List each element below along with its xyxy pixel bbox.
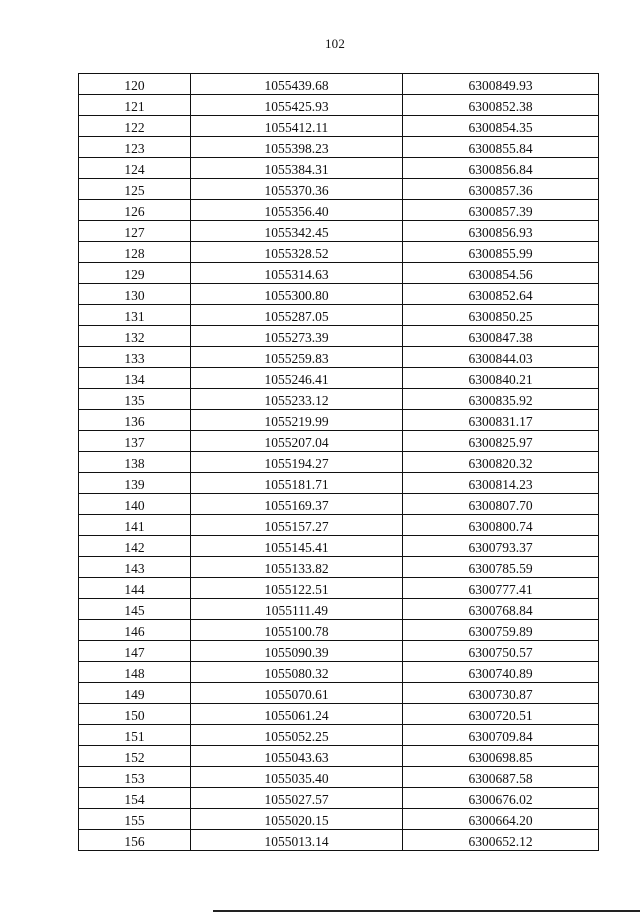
table-row xyxy=(79,305,599,326)
row-number-cell: 128 xyxy=(79,242,191,263)
row-number-cell: 147 xyxy=(79,641,191,662)
table-row xyxy=(79,158,599,179)
table-row xyxy=(79,389,599,410)
row-number-cell: 133 xyxy=(79,347,191,368)
table-row xyxy=(79,473,599,494)
y-coordinate-cell: 6300857.36 xyxy=(403,179,599,200)
table-row xyxy=(79,347,599,368)
scan-edge-line xyxy=(213,910,640,912)
page-number: 102 xyxy=(324,36,346,51)
x-coordinate-cell: 1055027.57 xyxy=(191,788,403,809)
y-coordinate-cell: 6300814.23 xyxy=(403,473,599,494)
y-coordinate-cell: 6300852.38 xyxy=(403,95,599,116)
y-coordinate-cell: 6300730.87 xyxy=(403,683,599,704)
row-number-cell: 146 xyxy=(79,620,191,641)
y-coordinate-cell: 6300850.25 xyxy=(403,305,599,326)
y-coordinate-cell: 6300825.97 xyxy=(403,431,599,452)
table-row xyxy=(79,95,599,116)
y-coordinate-cell: 6300855.99 xyxy=(403,242,599,263)
x-coordinate-cell: 1055035.40 xyxy=(191,767,403,788)
y-coordinate-cell: 6300664.20 xyxy=(403,809,599,830)
table-row xyxy=(79,263,599,284)
table-row xyxy=(79,494,599,515)
y-coordinate-cell: 6300768.84 xyxy=(403,599,599,620)
y-coordinate-cell: 6300854.35 xyxy=(403,116,599,137)
x-coordinate-cell: 1055070.61 xyxy=(191,683,403,704)
y-coordinate-cell: 6300854.56 xyxy=(403,263,599,284)
row-number-cell: 154 xyxy=(79,788,191,809)
row-number-cell: 125 xyxy=(79,179,191,200)
table-row xyxy=(79,116,599,137)
y-coordinate-cell: 6300840.21 xyxy=(403,368,599,389)
table-row xyxy=(79,746,599,767)
x-coordinate-cell: 1055233.12 xyxy=(191,389,403,410)
x-coordinate-cell: 1055219.99 xyxy=(191,410,403,431)
table-row xyxy=(79,662,599,683)
row-number-cell: 131 xyxy=(79,305,191,326)
y-coordinate-cell: 6300793.37 xyxy=(403,536,599,557)
x-coordinate-cell: 1055133.82 xyxy=(191,557,403,578)
row-number-cell: 121 xyxy=(79,95,191,116)
table-row xyxy=(79,767,599,788)
table-row xyxy=(79,200,599,221)
row-number-cell: 151 xyxy=(79,725,191,746)
row-number-cell: 150 xyxy=(79,704,191,725)
y-coordinate-cell: 6300844.03 xyxy=(403,347,599,368)
x-coordinate-cell: 1055328.52 xyxy=(191,242,403,263)
y-coordinate-cell: 6300855.84 xyxy=(403,137,599,158)
table-row xyxy=(79,704,599,725)
x-coordinate-cell: 1055314.63 xyxy=(191,263,403,284)
y-coordinate-cell: 6300698.85 xyxy=(403,746,599,767)
y-coordinate-cell: 6300687.58 xyxy=(403,767,599,788)
y-coordinate-cell: 6300785.59 xyxy=(403,557,599,578)
y-coordinate-cell: 6300831.17 xyxy=(403,410,599,431)
x-coordinate-cell: 1055122.51 xyxy=(191,578,403,599)
row-number-cell: 143 xyxy=(79,557,191,578)
x-coordinate-cell: 1055207.04 xyxy=(191,431,403,452)
table-row xyxy=(79,620,599,641)
x-coordinate-cell: 1055080.32 xyxy=(191,662,403,683)
table-row xyxy=(79,452,599,473)
row-number-cell: 148 xyxy=(79,662,191,683)
y-coordinate-cell: 6300777.41 xyxy=(403,578,599,599)
row-number-cell: 142 xyxy=(79,536,191,557)
table-row xyxy=(79,683,599,704)
x-coordinate-cell: 1055439.68 xyxy=(191,74,403,95)
table-row xyxy=(79,242,599,263)
row-number-cell: 120 xyxy=(79,74,191,95)
row-number-cell: 156 xyxy=(79,830,191,851)
row-number-cell: 141 xyxy=(79,515,191,536)
x-coordinate-cell: 1055169.37 xyxy=(191,494,403,515)
coordinates-table xyxy=(78,73,599,851)
table-row xyxy=(79,809,599,830)
x-coordinate-cell: 1055181.71 xyxy=(191,473,403,494)
row-number-cell: 132 xyxy=(79,326,191,347)
x-coordinate-cell: 1055384.31 xyxy=(191,158,403,179)
row-number-cell: 138 xyxy=(79,452,191,473)
coordinates-table-body xyxy=(79,74,599,851)
y-coordinate-cell: 6300709.84 xyxy=(403,725,599,746)
x-coordinate-cell: 1055259.83 xyxy=(191,347,403,368)
table-row xyxy=(79,74,599,95)
x-coordinate-cell: 1055090.39 xyxy=(191,641,403,662)
y-coordinate-cell: 6300847.38 xyxy=(403,326,599,347)
table-row xyxy=(79,179,599,200)
row-number-cell: 153 xyxy=(79,767,191,788)
row-number-cell: 149 xyxy=(79,683,191,704)
y-coordinate-cell: 6300652.12 xyxy=(403,830,599,851)
y-coordinate-cell: 6300849.93 xyxy=(403,74,599,95)
y-coordinate-cell: 6300835.92 xyxy=(403,389,599,410)
table-row xyxy=(79,368,599,389)
row-number-cell: 130 xyxy=(79,284,191,305)
x-coordinate-cell: 1055300.80 xyxy=(191,284,403,305)
x-coordinate-cell: 1055246.41 xyxy=(191,368,403,389)
row-number-cell: 134 xyxy=(79,368,191,389)
row-number-cell: 127 xyxy=(79,221,191,242)
y-coordinate-cell: 6300720.51 xyxy=(403,704,599,725)
x-coordinate-cell: 1055157.27 xyxy=(191,515,403,536)
row-number-cell: 144 xyxy=(79,578,191,599)
row-number-cell: 145 xyxy=(79,599,191,620)
x-coordinate-cell: 1055398.23 xyxy=(191,137,403,158)
table-row xyxy=(79,284,599,305)
y-coordinate-cell: 6300740.89 xyxy=(403,662,599,683)
y-coordinate-cell: 6300800.74 xyxy=(403,515,599,536)
y-coordinate-cell: 6300852.64 xyxy=(403,284,599,305)
x-coordinate-cell: 1055425.93 xyxy=(191,95,403,116)
x-coordinate-cell: 1055412.11 xyxy=(191,116,403,137)
x-coordinate-cell: 1055370.36 xyxy=(191,179,403,200)
row-number-cell: 135 xyxy=(79,389,191,410)
table-row xyxy=(79,536,599,557)
row-number-cell: 137 xyxy=(79,431,191,452)
row-number-cell: 155 xyxy=(79,809,191,830)
y-coordinate-cell: 6300856.93 xyxy=(403,221,599,242)
table-row xyxy=(79,431,599,452)
row-number-cell: 136 xyxy=(79,410,191,431)
table-row xyxy=(79,641,599,662)
table-row xyxy=(79,326,599,347)
y-coordinate-cell: 6300750.57 xyxy=(403,641,599,662)
row-number-cell: 140 xyxy=(79,494,191,515)
x-coordinate-cell: 1055100.78 xyxy=(191,620,403,641)
y-coordinate-cell: 6300820.32 xyxy=(403,452,599,473)
table-row xyxy=(79,725,599,746)
row-number-cell: 122 xyxy=(79,116,191,137)
x-coordinate-cell: 1055052.25 xyxy=(191,725,403,746)
x-coordinate-cell: 1055061.24 xyxy=(191,704,403,725)
table-row xyxy=(79,410,599,431)
y-coordinate-cell: 6300807.70 xyxy=(403,494,599,515)
x-coordinate-cell: 1055111.49 xyxy=(191,599,403,620)
x-coordinate-cell: 1055020.15 xyxy=(191,809,403,830)
y-coordinate-cell: 6300676.02 xyxy=(403,788,599,809)
row-number-cell: 152 xyxy=(79,746,191,767)
table-row xyxy=(79,830,599,851)
table-row xyxy=(79,788,599,809)
y-coordinate-cell: 6300759.89 xyxy=(403,620,599,641)
table-row xyxy=(79,599,599,620)
row-number-cell: 123 xyxy=(79,137,191,158)
row-number-cell: 139 xyxy=(79,473,191,494)
x-coordinate-cell: 1055287.05 xyxy=(191,305,403,326)
x-coordinate-cell: 1055043.63 xyxy=(191,746,403,767)
table-row xyxy=(79,578,599,599)
table-row xyxy=(79,221,599,242)
x-coordinate-cell: 1055273.39 xyxy=(191,326,403,347)
row-number-cell: 126 xyxy=(79,200,191,221)
x-coordinate-cell: 1055145.41 xyxy=(191,536,403,557)
x-coordinate-cell: 1055342.45 xyxy=(191,221,403,242)
x-coordinate-cell: 1055356.40 xyxy=(191,200,403,221)
row-number-cell: 124 xyxy=(79,158,191,179)
table-row xyxy=(79,137,599,158)
x-coordinate-cell: 1055013.14 xyxy=(191,830,403,851)
x-coordinate-cell: 1055194.27 xyxy=(191,452,403,473)
table-row xyxy=(79,515,599,536)
y-coordinate-cell: 6300856.84 xyxy=(403,158,599,179)
row-number-cell: 129 xyxy=(79,263,191,284)
table-row xyxy=(79,557,599,578)
y-coordinate-cell: 6300857.39 xyxy=(403,200,599,221)
